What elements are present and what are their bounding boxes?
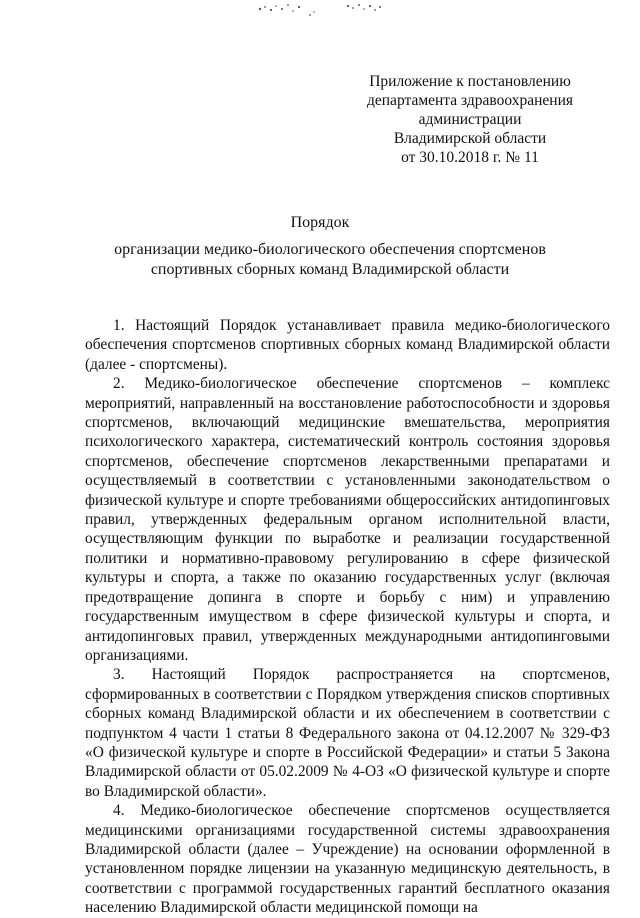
approval-line: от 30.10.2018 г. № 11 xyxy=(401,149,539,166)
document-subtitle: организации медико-биологического обеспечения спортсменов спортивных сборных команд Владимирской области xyxy=(114,241,546,278)
document-body xyxy=(85,316,610,918)
approval-line: Владимирской области xyxy=(393,130,547,147)
paragraph-1: 1. Настоящий Порядок устанавливает правила медико-биологического обеспечения спортсменов спортивных сборных команд Владимирской области (далее - спортсмены). xyxy=(85,317,610,373)
paragraph-2: 2. Медико-биологическое обеспечение спортсменов – комплекс мероприятий, направленный на восстановление работоспособности и здоровья спортсменов, включающий медицинские вмешательства, мероприятия психологического характера, систематический контроль состояния здоровья спортсменов, обеспечение спортсменов лекарственными препаратами и осуществляемый в соответствии с установленными законодательством о физической культуре и спорте требованиями общероссийских антидопинговых правил, утвержденных федеральным органом исполнительной власти, осуществляющим функции по выработке и реализации государственной политики и нормативно-правовому регулированию в сфере физической культуры и спорта, а также по оказанию государственных услуг (включая предотвращение допинга в спорте и борьбу с ним) и управлению государственным имуществом в сфере физической культуры и спорта, и антидопинговых правил, утвержденных международными антидопинговыми организациями. xyxy=(85,375,610,664)
paragraph-3: 3. Настоящий Порядок распространяется на спортсменов, сформированных в соответствии с Порядком утверждения списков спортивных сборных команд Владимирской области и их обеспечением в соответствии с подпунктом 4 части 1 статьи 8 Федерального закона от 04.12.2007 № 329-ФЗ «О физической культуре и спорте в Российской Федерации» и статьи 5 Закона Владимирской области от 05.02.2009 № 4-ОЗ «О физической культуре и спорте во Владимирской области». xyxy=(85,666,610,800)
document-title: Порядок xyxy=(290,214,350,231)
scan-artifact xyxy=(252,0,392,22)
paragraph-4: 4. Медико-биологическое обеспечение спортсменов осуществляется медицинскими организациями государственной системы здравоохранения Владимирской области (далее – Учреждение) на основании оформленной в установленном порядке лицензии на указанную медицинскую деятельность, в соответствии с программой государственных гарантий бесплатного оказания населению Владимирской области медицинской помощи на xyxy=(85,802,610,917)
approval-block xyxy=(360,72,580,167)
approval-line: администрации xyxy=(418,111,522,128)
approval-line: департамента здравоохранения xyxy=(367,92,573,109)
approval-line: Приложение к постановлению xyxy=(369,73,571,90)
